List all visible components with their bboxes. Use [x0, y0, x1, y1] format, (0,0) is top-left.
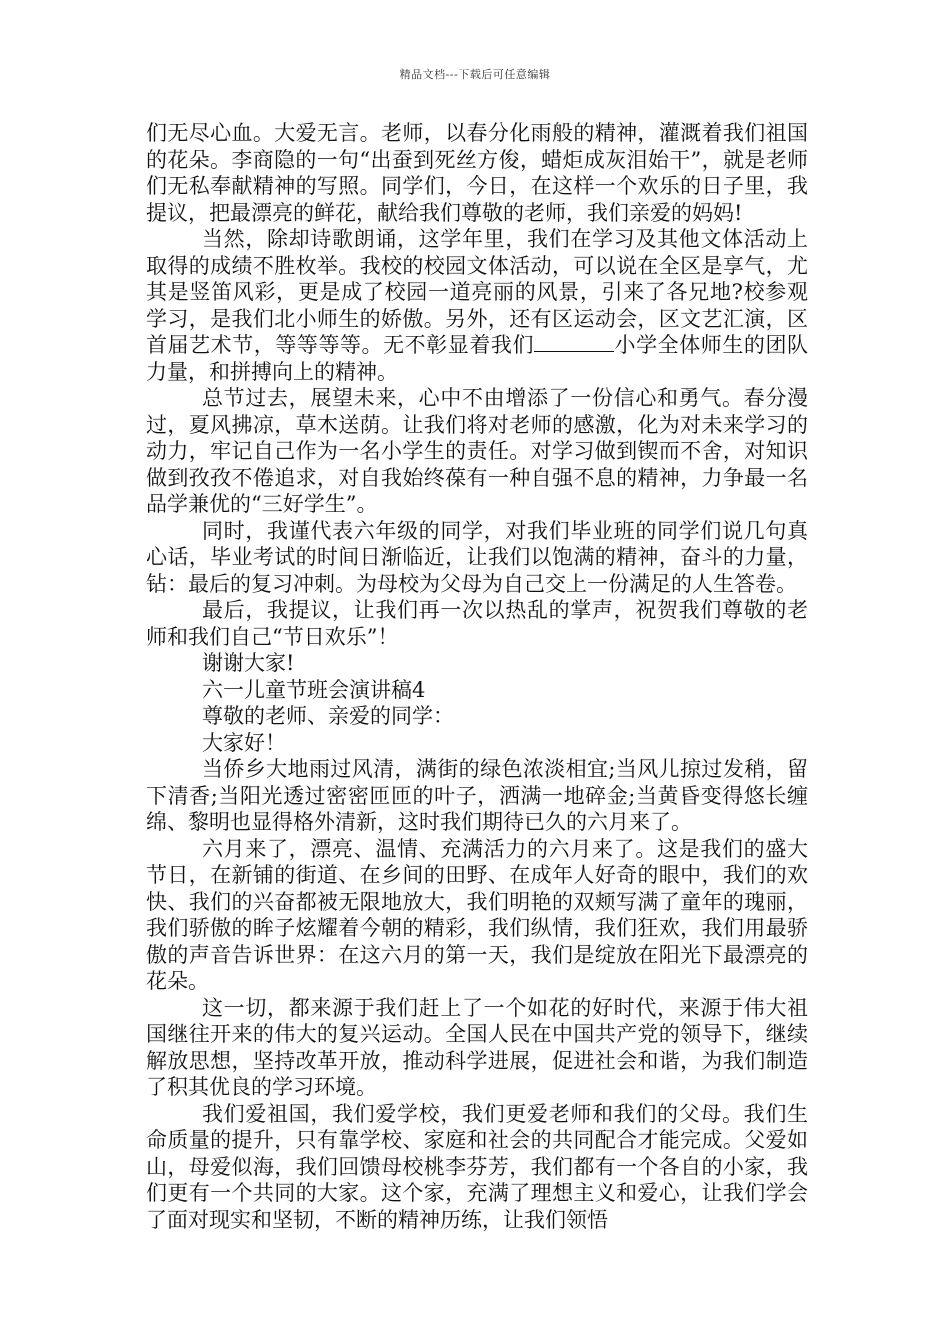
closing-thanks: 谢谢大家!: [202, 651, 295, 675]
paragraph-2: [146, 226, 808, 385]
page-header-watermark: 精品文档---下载后可任意编辑: [399, 68, 551, 81]
paragraph-5: 最后，我提议，让我们再一次以热乱的掌声，祝贺我们尊敬的老师和我们自己“节日欢乐”！: [146, 598, 808, 649]
paragraph-7: 六月来了，漂亮、温情、充满活力的六月来了。这是我们的盛大节日，在新铺的街道、在乡间的田野、在成年人好奇的眼中，我们的欢快、我们的兴奋都被无限地放大，我们明艳的双颊写满了童年的瑰丽，我们骄傲的眸子炫耀着今朝的精彩，我们纵情，我们狂欢，我们用最骄傲的声音告诉世界：在这六月的第一天，我们是绽放在阳光下最漂亮的花朵。: [146, 836, 808, 993]
paragraph-3: 总节过去，展望未来，心中不由增添了一份信心和勇气。春分漫过，夏风拂凉，草木送荫。让我们将对老师的感激，化为对未来学习的动力，牢记自己作为一名小学生的责任。对学习做到锲而不舍，对知识做到孜孜不倦追求，对自我始终葆有一种自强不息的精神，力争最一名品学兼优的“三好学生”。: [146, 386, 808, 516]
paragraph-4: 同时，我谨代表六年级的同学，对我们毕业班的同学们说几句真心话，毕业考试的时间日渐临近，让我们以饱满的精神，奋斗的力量，钻：最后的复习冲刺。为母校为父母为自己交上一份满足的人生答卷。: [146, 518, 808, 596]
document-body: [146, 120, 808, 1233]
salutation: 尊敬的老师、亲爱的同学：: [202, 704, 454, 728]
paragraph-8: 这一切，都来源于我们赶上了一个如花的好时代，来源于伟大祖国继往开来的伟大的复兴运动。全国人民在中国共产党的领导下，继续解放思想，坚持改革开放，推动科学进展，促进社会和谐，为我们制造了积其优良的学习环境。: [146, 995, 808, 1099]
paragraph-9: 我们爱祖国，我们爱学校，我们更爱老师和我们的父母。我们生命质量的提升，只有靠学校、家庭和社会的共同配合才能完成。父爱如山，母爱似海，我们回馈母校桃李芬芳，我们都有一个各自的小家，我们更有一个共同的大家。这个家，充满了理想主义和爱心，让我们学会了面对现实和坚韧，不断的精神历练，让我们领悟: [146, 1101, 808, 1232]
greeting: 大家好！: [202, 730, 286, 755]
fill-in-blank: [534, 333, 614, 352]
paragraph-2-tail: 小学全体师生的团队力量，和拼搏向上的精神。: [146, 333, 808, 384]
paragraph-2-text: 当然，除却诗歌朗诵，这学年里，我们在学习及其他文体活动上取得的成绩不胜枚举。我校的校园文体活动，可以说在全区是享气，尤其是竖笛风彩，更是成了校园一道亮丽的风景，引来了各兄地?校参观学习，是我们北小师生的娇傲。另外，还有区运动会，区文艺汇演，区首届艺术节，等等等等。无不彰显着我们: [146, 227, 808, 357]
paragraph-6: 当侨乡大地雨过风清，满街的绿色浓淡相宜;当风儿掠过发稍，留下清香;当阳光透过密密匝匝的叶子，洒满一地碎金;当黄昏变得悠长缠绵、黎明也显得格外清新，这时我们期待已久的六月来了。: [146, 757, 808, 834]
section-title: 六一儿童节班会演讲稿4: [202, 677, 426, 702]
paragraph-1: 们无尽心血。大爱无言。老师，以春分化雨般的精神，灌溉着我们祖国的花朵。李商隐的一句“出蚕到死丝方俊，蜡炬成灰泪始干”，就是老师们无私奉献精神的写照。同学们，今日，在这样一个欢乐的日子里，我提议，把最漂亮的鲜花，献给我们尊敬的老师，我们亲爱的妈妈!: [146, 121, 808, 225]
